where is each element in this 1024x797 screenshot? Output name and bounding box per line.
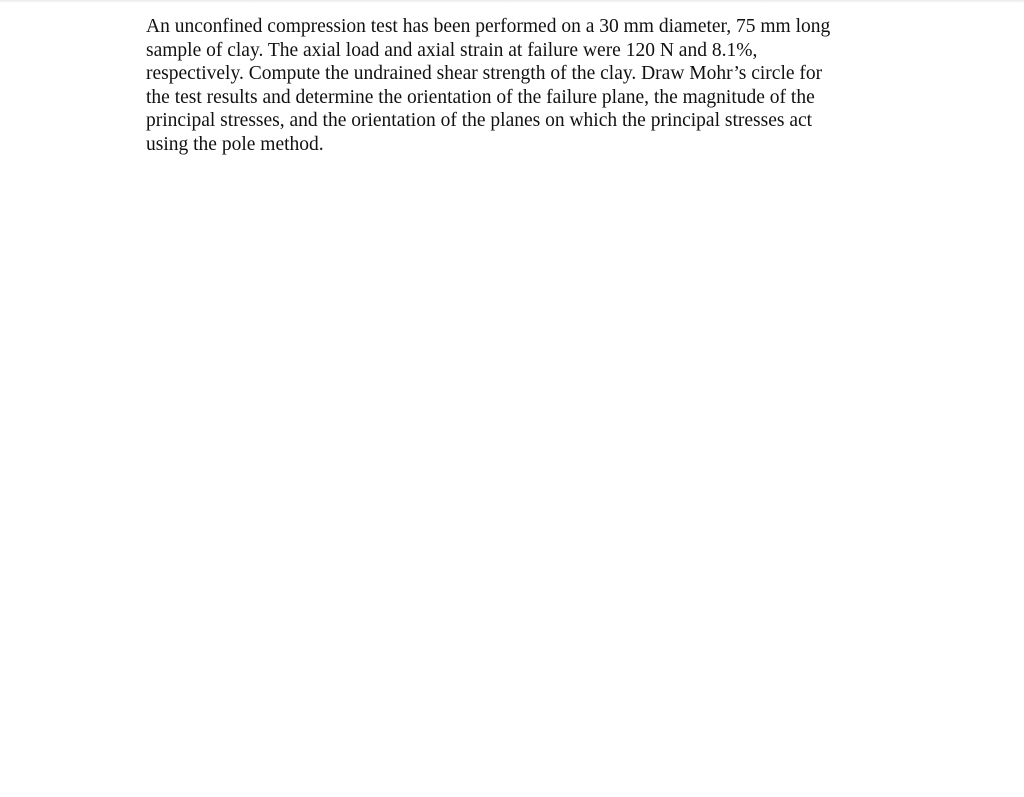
problem-line-6: using the pole method. [146, 133, 324, 155]
problem-line-2: sample of clay. The axial load and axial strain at failure were 120 N and 8.1%, [146, 39, 758, 61]
problem-line-5: principal stresses, and the orientation of the planes on which the principal stresses act [146, 110, 813, 131]
problem-statement [146, 15, 886, 156]
problem-line-1: An unconfined compression test has been performed on a 30 mm diameter, 75 mm long [146, 16, 831, 37]
problem-line-4: the test results and determine the orientation of the failure plane, the magnitude of the [146, 86, 815, 108]
page-top-edge [0, 0, 1024, 3]
problem-line-3: respectively. Compute the undrained shear strength of the clay. Draw Mohr’s circle for [146, 63, 823, 84]
